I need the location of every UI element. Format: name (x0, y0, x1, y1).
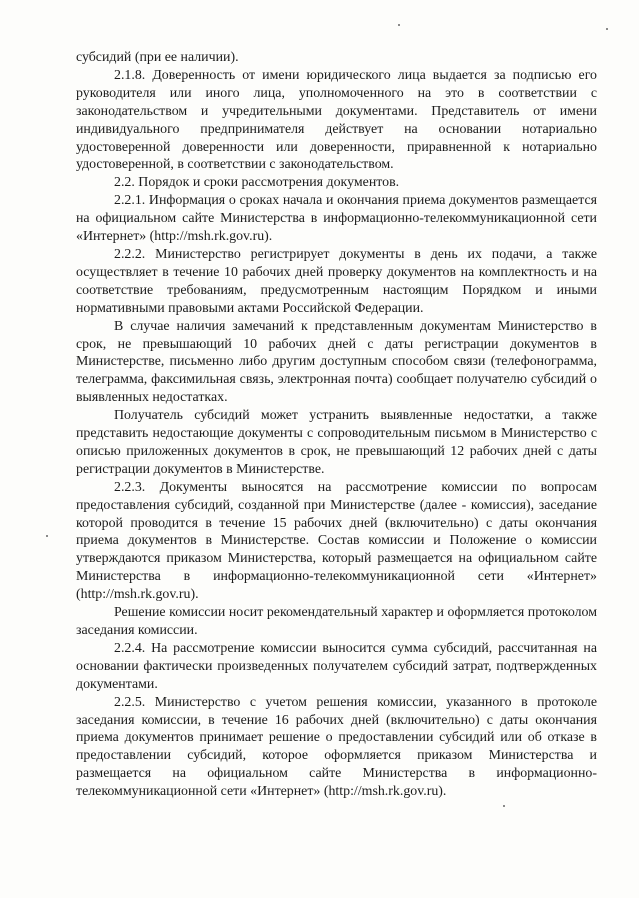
section-heading-2-2: 2.2. Порядок и сроки рассмотрения документов. (114, 175, 400, 191)
paragraph-2-2-4: 2.2.4. На рассмотрение комиссии выносится сумма субсидий, рассчитанная на основании фактически произведенных получателем субсидий затрат, подтвержденных документами. (76, 640, 597, 692)
scan-speck (46, 535, 48, 537)
document-body (76, 49, 597, 801)
paragraph-continuation: субсидий (при ее наличии). (76, 50, 239, 65)
paragraph-recipient-corrections: Получатель субсидий может устранить выявленные недостатки, а также представить недостающие документы с сопроводительным письмом в Министерство с описью приложенных документов в срок, не превышающий 12 рабочих дней с даты регистрации документов в Министерстве. (76, 408, 597, 477)
scan-speck (606, 28, 608, 30)
paragraph-2-2-5: 2.2.5. Министерство с учетом решения комиссии, указанного в протоколе заседания комиссии, в течение 16 рабочих дней (включительно) с даты окончания приема документов принимает решение о предоставлении субсидий или об отказе в предоставлении субсидий, которое оформляется приказом Министерства и размещается на официальном сайте Министерства в информационно-телекоммуникационной сети «Интернет» (http://msh.rk.gov.ru). (76, 694, 597, 800)
paragraph-2-2-2: 2.2.2. Министерство регистрирует документы в день их подачи, а также осуществляет в течение 10 рабочих дней проверку документов на комплектность и на соответствие требованиям, предусмотренным настоящим Порядком и иными нормативными правовыми актами Российской Федерации. (76, 246, 597, 316)
paragraph-commission-decision: Решение комиссии носит рекомендательный характер и оформляется протоколом заседания комиссии. (76, 605, 597, 638)
scan-speck (398, 24, 400, 26)
paragraph-2-1-8: 2.1.8. Доверенность от имени юридического лица выдается за подписью его руководителя или иного лица, уполномоченного на это в соответствии с законодательством и учредительными документами. Представитель от имени индивидуального предпринимателя действует на основании нотариально удостоверенной доверенности или доверенности, приравненной к нотариально удостоверенной, в соответствии с законодательством. (76, 67, 597, 173)
scan-speck (503, 805, 505, 807)
paragraph-2-2-1: 2.2.1. Информация о сроках начала и окончания приема документов размещается на официальном сайте Министерства в информационно-телекоммуникационной сети «Интернет» (http://msh.rk.gov.ru). (76, 193, 597, 245)
paragraph-remarks: В случае наличия замечаний к представленным документам Министерство в срок, не превышающий 10 рабочих дней с даты регистрации документов в Министерстве, письменно либо другим доступным способом связи (телефонограмма, телеграмма, факсимильная связь, электронная почта) сообщает получателю субсидий о выявленных недостатках. (76, 318, 597, 406)
paragraph-2-2-3: 2.2.3. Документы выносятся на рассмотрение комиссии по вопросам предоставления субсидий, созданной при Министерстве (далее - комиссия), заседание которой проводится в течение 15 рабочих дней (включительно) с даты окончания приема документов в Министерстве. Состав комиссии и Положение о комиссии утверждаются приказом Министерства, который размещается на официальном сайте Министерства в информационно-телекоммуникационной сети «Интернет» (http://msh.rk.gov.ru). (76, 479, 597, 603)
